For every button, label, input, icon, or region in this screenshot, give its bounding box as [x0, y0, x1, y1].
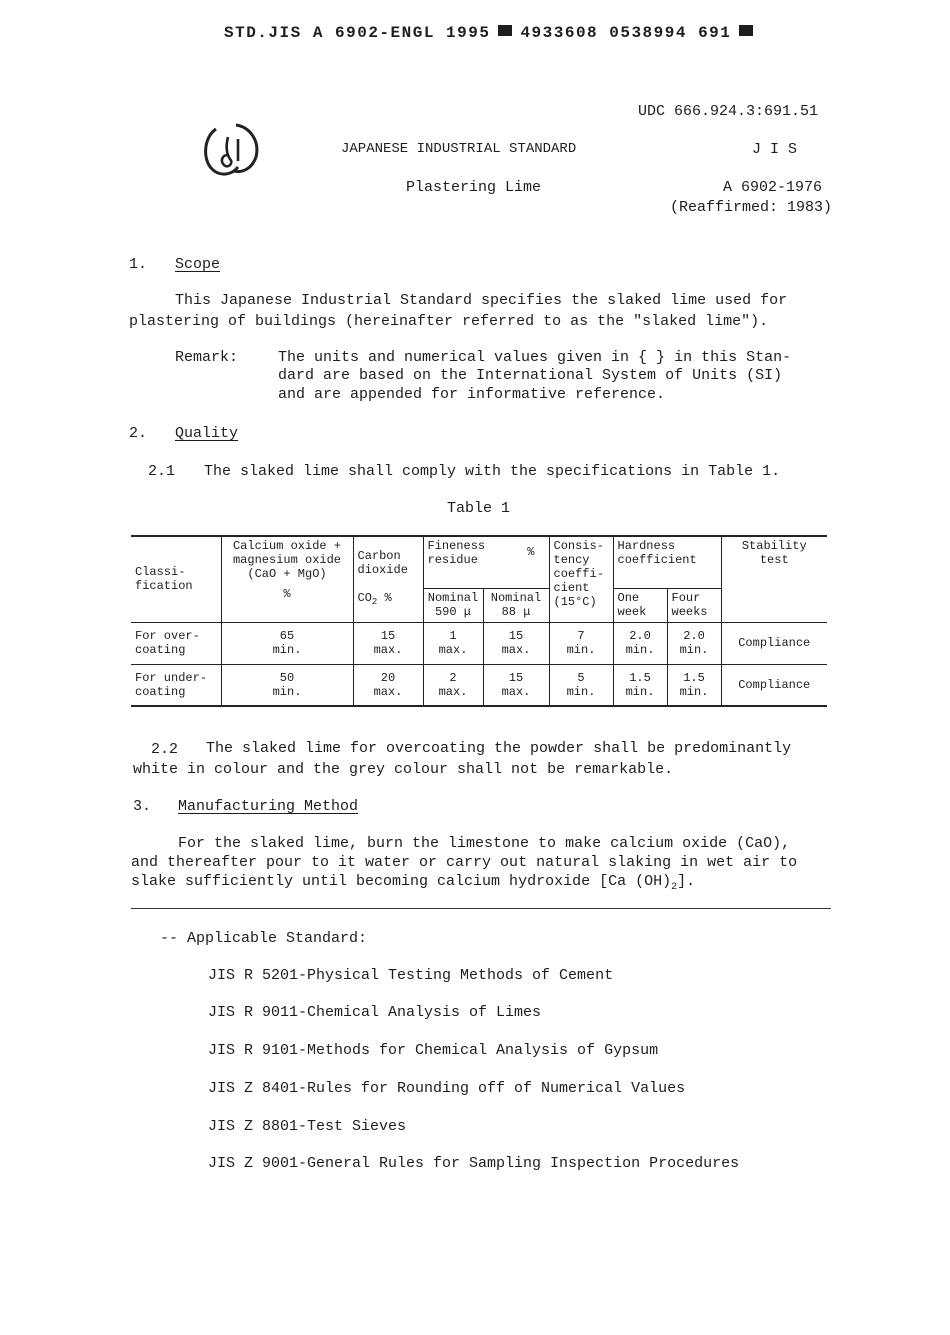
remark-line: The units and numerical values given in { } in this Stan- [278, 349, 792, 366]
scope-paragraph-line: This Japanese Industrial Standard specifies the slaked lime used for [175, 292, 788, 309]
divider [131, 908, 831, 909]
cell-cao-mgo: 50 min. [221, 664, 353, 706]
cell-hardness-four-weeks: 2.0 min. [667, 622, 721, 664]
section-heading-scope: Scope [175, 256, 221, 273]
doc-code: STD.JIS A 6902-ENGL 1995 [224, 24, 491, 42]
applicable-standard-label: -- Applicable Standard: [160, 930, 368, 947]
barcode-number: 4933608 0538994 691 [520, 24, 732, 42]
scope-paragraph-line: plastering of buildings (hereinafter referred to as the "slaked lime"). [129, 313, 769, 330]
header-calcium-oxide-unit: % [283, 587, 291, 601]
cell-co2: 20 max. [353, 664, 423, 706]
header-classification: Classi- fication [131, 536, 221, 622]
udc-code: UDC 666.924.3:691.51 [638, 103, 819, 120]
co2-unit: % [384, 591, 392, 605]
clause-number: 2.2 [151, 741, 179, 758]
header-consistency: Consis- tency coeffi- cient (15°C) [549, 536, 613, 622]
applicable-standard-item: JIS Z 8401-Rules for Rounding off of Numerical Values [208, 1080, 686, 1097]
applicable-standard-item: JIS R 5201-Physical Testing Methods of Cement [208, 967, 614, 984]
remark-line: and are appended for informative reference. [278, 386, 666, 403]
header-one-week: One week [613, 588, 667, 622]
table-row [131, 622, 827, 664]
applicable-standard-item: JIS R 9011-Chemical Analysis of Limes [208, 1004, 542, 1021]
cell-fineness-590: 1 max. [423, 622, 483, 664]
table-row [131, 664, 827, 706]
clause-text: The slaked lime shall comply with the specifications in Table 1. [204, 463, 781, 480]
row-classification: For under- coating [131, 664, 221, 706]
standard-number: A 6902-1976 [723, 179, 823, 196]
header-calcium-oxide-label: Calcium oxide + magnesium oxide (CaO + MgO) [232, 539, 342, 581]
header-carbon-dioxide [353, 536, 423, 622]
cell-stability: Compliance [721, 664, 827, 706]
cell-co2: 15 max. [353, 622, 423, 664]
applicable-standard-item: JIS Z 9001-General Rules for Sampling Inspection Procedures [208, 1155, 740, 1172]
section-number: 3. [133, 798, 152, 815]
applicable-standard-item: JIS R 9101-Methods for Chemical Analysis of Gypsum [208, 1042, 659, 1059]
cell-consistency: 7 min. [549, 622, 613, 664]
specification-table [131, 535, 827, 707]
cell-hardness-four-weeks: 1.5 min. [667, 664, 721, 706]
co2-base: CO [357, 591, 372, 605]
header-co2-formula [358, 591, 419, 609]
header-fineness-unit: % [527, 545, 535, 559]
jis-mark: J I S [752, 141, 798, 158]
header-fineness-590: Nominal 590 μ [423, 588, 483, 622]
cell-consistency: 5 min. [549, 664, 613, 706]
reaffirmed-date: (Reaffirmed: 1983) [670, 199, 833, 216]
header-four-weeks: Four weeks [667, 588, 721, 622]
cell-hardness-one-week: 2.0 min. [613, 622, 667, 664]
cell-fineness-88: 15 max. [483, 664, 549, 706]
header-hardness: Hardness coefficient [613, 536, 721, 588]
table-caption: Table 1 [447, 500, 511, 517]
document-title: Plastering Lime [406, 179, 542, 196]
remark-line: dard are based on the International System of Units (SI) [278, 367, 783, 384]
cell-fineness-88: 15 max. [483, 622, 549, 664]
manufacturing-line-text: slake sufficiently until becoming calcium hydroxide [Ca (OH) [131, 873, 672, 890]
header-carbon-dioxide-label: Carbon dioxide [357, 549, 408, 577]
clause-number: 2.1 [148, 463, 176, 480]
manufacturing-line-end: ]. [677, 873, 696, 890]
section-heading-manufacturing: Manufacturing Method [178, 798, 359, 815]
separator-block [739, 25, 753, 36]
header-fineness-label: Fineness residue [427, 539, 486, 567]
header-calcium-oxide [221, 536, 353, 622]
cell-fineness-590: 2 max. [423, 664, 483, 706]
jis-logo-icon [198, 115, 270, 187]
remark-label: Remark: [175, 349, 239, 366]
section-number: 2. [129, 425, 148, 442]
section-heading-quality: Quality [175, 425, 239, 442]
clause-text: The slaked lime for overcoating the powder shall be predominantly [206, 740, 792, 757]
separator-block [498, 25, 512, 36]
manufacturing-line: and thereafter pour to it water or carry out natural slaking in wet air to [131, 854, 798, 871]
section-number: 1. [129, 256, 148, 273]
cell-stability: Compliance [721, 622, 827, 664]
applicable-standard-item: JIS Z 8801-Test Sieves [208, 1118, 407, 1135]
document-header [224, 24, 761, 42]
hydroxide-subscript: 2 [671, 882, 678, 893]
header-fineness-88: Nominal 88 μ [483, 588, 549, 622]
cell-hardness-one-week: 1.5 min. [613, 664, 667, 706]
cell-cao-mgo: 65 min. [221, 622, 353, 664]
co2-subscript: 2 [371, 597, 378, 607]
clause-text: white in colour and the grey colour shall not be remarkable. [133, 761, 674, 778]
row-classification: For over- coating [131, 622, 221, 664]
organization-title: JAPANESE INDUSTRIAL STANDARD [341, 141, 577, 157]
manufacturing-line [131, 873, 695, 893]
manufacturing-line: For the slaked lime, burn the limestone to make calcium oxide (CaO), [178, 835, 791, 852]
header-stability: Stability test [721, 536, 827, 622]
header-fineness [423, 536, 549, 588]
